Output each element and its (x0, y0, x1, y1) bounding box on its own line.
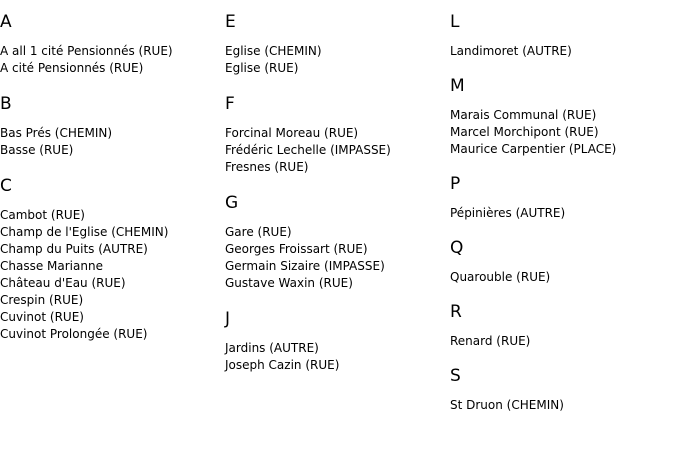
street-list (225, 125, 449, 176)
street-column-2 (225, 0, 449, 374)
street-item[interactable] (0, 207, 224, 224)
street-link[interactable]: Maurice Carpentier (PLACE) (450, 142, 617, 156)
letter-group-e (225, 12, 449, 77)
street-list (0, 207, 224, 343)
street-link[interactable]: Landimoret (AUTRE) (450, 44, 572, 58)
letter-group-s (450, 366, 674, 414)
letter-heading: L (450, 12, 460, 32)
street-column-3 (450, 0, 674, 414)
street-item[interactable] (225, 142, 449, 159)
letter-group-a (0, 12, 224, 77)
street-link[interactable]: Quarouble (RUE) (450, 270, 551, 284)
letter-group-q (450, 238, 674, 286)
letter-group-l (450, 12, 674, 60)
street-link[interactable]: Bas Prés (CHEMIN) (0, 126, 113, 140)
street-item[interactable] (225, 258, 449, 275)
street-link[interactable]: Gustave Waxin (RUE) (225, 276, 353, 290)
street-item[interactable] (225, 340, 449, 357)
street-item[interactable] (225, 224, 449, 241)
letter-heading: R (450, 302, 462, 322)
street-link[interactable]: Cuvinot (RUE) (0, 310, 84, 324)
letter-group-r (450, 302, 674, 350)
street-link[interactable]: Frédéric Lechelle (IMPASSE) (225, 143, 391, 157)
street-list (225, 340, 449, 374)
letter-heading: Q (450, 238, 464, 258)
street-item[interactable] (450, 43, 674, 60)
street-item[interactable] (450, 397, 674, 414)
letter-heading: E (225, 12, 236, 32)
street-item[interactable] (0, 224, 224, 241)
street-link[interactable]: Château d'Eau (RUE) (0, 276, 126, 290)
letter-heading: M (450, 76, 465, 96)
street-link[interactable]: Georges Froissart (RUE) (225, 242, 368, 256)
letter-heading: A (0, 12, 12, 32)
street-item[interactable] (225, 357, 449, 374)
street-link[interactable]: A cité Pensionnés (RUE) (0, 61, 144, 75)
street-item[interactable] (225, 125, 449, 142)
street-link[interactable]: Cuvinot Prolongée (RUE) (0, 327, 148, 341)
street-item[interactable] (450, 205, 674, 222)
letter-heading: F (225, 94, 235, 114)
street-link[interactable]: Basse (RUE) (0, 143, 74, 157)
street-link[interactable]: Marais Communal (RUE) (450, 108, 597, 122)
letter-group-g (225, 193, 449, 292)
street-item[interactable] (0, 292, 224, 309)
letter-group-b (0, 94, 224, 159)
street-item[interactable] (450, 124, 674, 141)
letter-heading: B (0, 94, 12, 114)
letter-group-f (225, 94, 449, 176)
street-list (0, 125, 224, 159)
street-link[interactable]: Champ du Puits (AUTRE) (0, 242, 148, 256)
letter-heading: G (225, 193, 239, 213)
street-link[interactable]: Renard (RUE) (450, 334, 531, 348)
letter-heading: S (450, 366, 461, 386)
street-list (450, 43, 674, 60)
street-column-1 (0, 0, 224, 343)
street-list (450, 397, 674, 414)
street-item[interactable] (0, 43, 224, 60)
street-item[interactable] (225, 159, 449, 176)
street-item[interactable] (0, 142, 224, 159)
street-item[interactable] (0, 258, 224, 275)
letter-heading: J (225, 309, 231, 329)
street-item[interactable] (0, 60, 224, 77)
street-item[interactable] (0, 241, 224, 258)
street-list (450, 333, 674, 350)
street-link[interactable]: Champ de l'Eglise (CHEMIN) (0, 225, 169, 239)
street-link[interactable]: Cambot (RUE) (0, 208, 85, 222)
street-item[interactable] (225, 60, 449, 77)
street-link[interactable]: A all 1 cité Pensionnés (RUE) (0, 44, 173, 58)
street-list (450, 107, 674, 158)
street-list (450, 205, 674, 222)
street-item[interactable] (0, 125, 224, 142)
street-item[interactable] (225, 275, 449, 292)
street-link[interactable]: Chasse Marianne (0, 259, 103, 273)
street-link[interactable]: Eglise (CHEMIN) (225, 44, 322, 58)
letter-group-p (450, 174, 674, 222)
street-link[interactable]: Jardins (AUTRE) (225, 341, 319, 355)
letter-group-j (225, 309, 449, 374)
letter-group-m (450, 76, 674, 158)
street-link[interactable]: Eglise (RUE) (225, 61, 299, 75)
street-item[interactable] (225, 43, 449, 60)
street-list (0, 43, 224, 77)
street-item[interactable] (0, 309, 224, 326)
street-list (225, 224, 449, 292)
street-link[interactable]: Marcel Morchipont (RUE) (450, 125, 599, 139)
street-list (225, 43, 449, 77)
street-item[interactable] (450, 107, 674, 124)
street-link[interactable]: Gare (RUE) (225, 225, 292, 239)
street-list (450, 269, 674, 286)
street-link[interactable]: Joseph Cazin (RUE) (225, 358, 340, 372)
street-link[interactable]: Pépinières (AUTRE) (450, 206, 566, 220)
street-link[interactable]: Fresnes (RUE) (225, 160, 309, 174)
street-item[interactable] (0, 275, 224, 292)
street-item[interactable] (450, 269, 674, 286)
street-item[interactable] (225, 241, 449, 258)
street-item[interactable] (450, 141, 674, 158)
street-link[interactable]: St Druon (CHEMIN) (450, 398, 564, 412)
letter-group-c (0, 176, 224, 343)
street-link[interactable]: Crespin (RUE) (0, 293, 84, 307)
street-item[interactable] (450, 333, 674, 350)
street-link[interactable]: Germain Sizaire (IMPASSE) (225, 259, 385, 273)
letter-heading: C (0, 176, 12, 196)
street-link[interactable]: Forcinal Moreau (RUE) (225, 126, 359, 140)
street-item[interactable] (0, 326, 224, 343)
letter-heading: P (450, 174, 461, 194)
